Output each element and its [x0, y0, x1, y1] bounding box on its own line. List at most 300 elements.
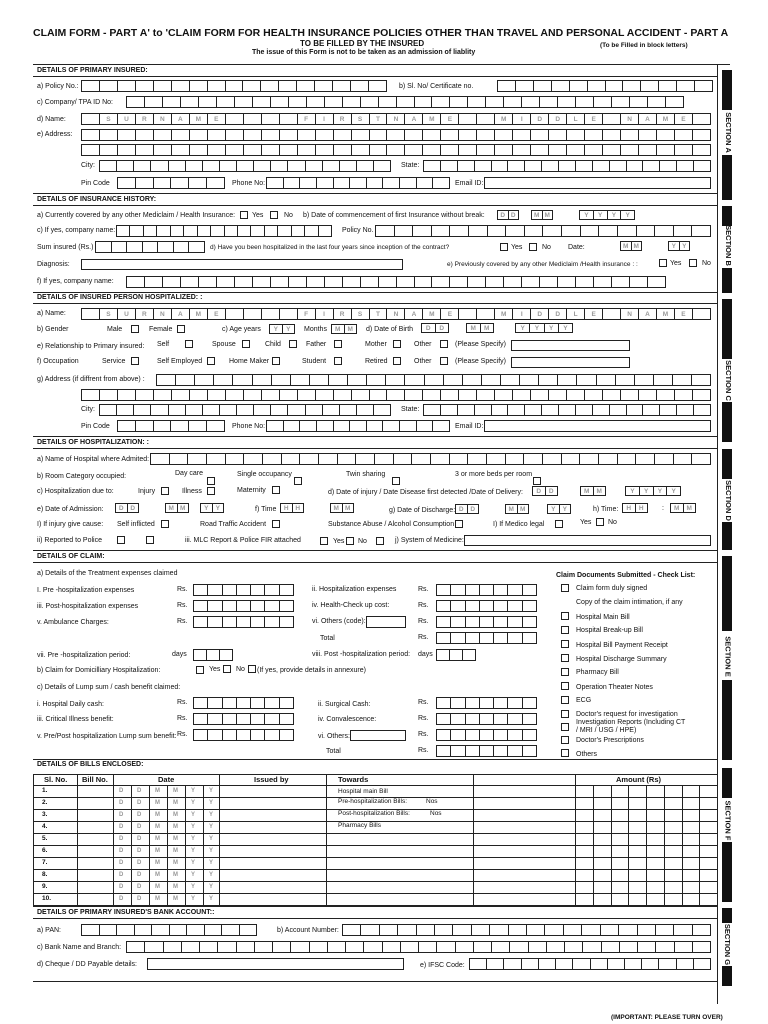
char-cell[interactable]: [549, 145, 567, 155]
maternity-box[interactable]: [272, 486, 280, 494]
char-cell[interactable]: [361, 97, 379, 107]
char-cell[interactable]: [580, 454, 599, 464]
char-cell[interactable]: [157, 375, 176, 385]
char-cell[interactable]: Y: [682, 242, 687, 250]
char-cell[interactable]: [280, 130, 298, 140]
char-cell[interactable]: [424, 161, 441, 171]
char-cell[interactable]: [280, 585, 293, 595]
char-cell[interactable]: [208, 714, 222, 724]
char-cell[interactable]: [223, 698, 237, 708]
char-cell[interactable]: H: [295, 504, 301, 512]
char-cell[interactable]: [508, 585, 522, 595]
char-cell[interactable]: [100, 161, 117, 171]
char-cell[interactable]: [693, 942, 710, 952]
date-placeholder[interactable]: M: [155, 788, 160, 794]
date-placeholder[interactable]: Y: [191, 848, 196, 854]
char-cell[interactable]: A: [172, 114, 190, 124]
char-cell[interactable]: [334, 130, 352, 140]
char-cell[interactable]: [582, 925, 600, 935]
char-cell[interactable]: [459, 145, 477, 155]
char-cell[interactable]: [226, 309, 244, 319]
char-cell[interactable]: [370, 130, 388, 140]
char-cell[interactable]: [171, 226, 184, 236]
char-cell[interactable]: [118, 130, 136, 140]
char-cell[interactable]: [251, 585, 265, 595]
char-cell[interactable]: R: [334, 114, 352, 124]
char-cell[interactable]: [437, 585, 451, 595]
char-cell[interactable]: [306, 161, 323, 171]
char-cell[interactable]: [187, 925, 205, 935]
char-cell[interactable]: [451, 714, 465, 724]
char-cell[interactable]: [608, 959, 625, 969]
char-cell[interactable]: [400, 421, 417, 431]
date-placeholder[interactable]: D: [119, 788, 124, 794]
char-cell[interactable]: [271, 97, 289, 107]
checklist-box[interactable]: [561, 723, 569, 731]
char-cell[interactable]: [333, 81, 351, 91]
diagnosis-input[interactable]: [81, 259, 403, 270]
char-cell[interactable]: [127, 942, 145, 952]
char-cell[interactable]: [334, 390, 352, 400]
char-cell[interactable]: [182, 942, 200, 952]
char-cell[interactable]: [280, 730, 293, 740]
char-cell[interactable]: [466, 585, 480, 595]
char-cell[interactable]: [154, 421, 172, 431]
char-cell[interactable]: [623, 81, 641, 91]
char-cell[interactable]: [673, 375, 692, 385]
bank-input[interactable]: [126, 941, 711, 953]
rel-child-box[interactable]: [289, 340, 297, 348]
char-cell[interactable]: [154, 178, 172, 188]
char-cell[interactable]: [271, 277, 289, 287]
char-cell[interactable]: [480, 730, 494, 740]
char-cell[interactable]: [369, 81, 386, 91]
char-cell[interactable]: [323, 161, 340, 171]
total-amount-1[interactable]: [436, 632, 537, 644]
date-placeholder[interactable]: D: [119, 848, 124, 854]
char-cell[interactable]: [265, 226, 278, 236]
char-cell[interactable]: [305, 226, 318, 236]
char-cell[interactable]: [184, 226, 197, 236]
char-cell[interactable]: [627, 405, 644, 415]
char-cell[interactable]: [593, 405, 610, 415]
char-cell[interactable]: [480, 698, 494, 708]
age-years[interactable]: [269, 324, 295, 334]
char-cell[interactable]: [423, 145, 441, 155]
char-cell[interactable]: [251, 226, 264, 236]
char-cell[interactable]: [237, 730, 251, 740]
char-cell[interactable]: [220, 161, 237, 171]
char-cell[interactable]: [509, 925, 527, 935]
others-amount[interactable]: [436, 616, 537, 628]
char-cell[interactable]: [513, 145, 531, 155]
char-cell[interactable]: [352, 145, 370, 155]
char-cell[interactable]: [151, 405, 168, 415]
char-cell[interactable]: [463, 375, 482, 385]
char-cell[interactable]: T: [370, 114, 388, 124]
char-cell[interactable]: [262, 309, 280, 319]
char-cell[interactable]: [364, 942, 382, 952]
char-cell[interactable]: [508, 633, 522, 643]
date-placeholder[interactable]: D: [137, 836, 142, 842]
char-cell[interactable]: Y: [640, 487, 654, 495]
phone-input[interactable]: [266, 177, 450, 189]
char-cell[interactable]: [451, 746, 465, 756]
char-cell[interactable]: [271, 405, 288, 415]
char-cell[interactable]: [298, 390, 316, 400]
char-cell[interactable]: [603, 309, 621, 319]
char-cell[interactable]: D: [549, 114, 567, 124]
char-cell[interactable]: [466, 698, 480, 708]
char-cell[interactable]: [694, 405, 710, 415]
char-cell[interactable]: [693, 390, 710, 400]
char-cell[interactable]: E: [585, 114, 603, 124]
char-cell[interactable]: [606, 81, 624, 91]
char-cell[interactable]: [300, 178, 317, 188]
date-placeholder[interactable]: M: [173, 872, 178, 878]
char-cell[interactable]: [463, 650, 475, 660]
char-cell[interactable]: R: [136, 114, 154, 124]
char-cell[interactable]: N: [387, 309, 405, 319]
b-company-input[interactable]: [116, 225, 332, 237]
char-cell[interactable]: [435, 925, 453, 935]
char-cell[interactable]: [692, 226, 710, 236]
char-cell[interactable]: [542, 161, 559, 171]
char-cell[interactable]: [504, 277, 522, 287]
char-cell[interactable]: [432, 226, 451, 236]
char-cell[interactable]: M: [166, 504, 178, 512]
char-cell[interactable]: M: [423, 309, 441, 319]
date-placeholder[interactable]: Y: [209, 800, 214, 806]
char-cell[interactable]: [618, 454, 637, 464]
char-cell[interactable]: M: [621, 242, 632, 250]
char-cell[interactable]: [282, 454, 301, 464]
char-cell[interactable]: [492, 161, 509, 171]
date-placeholder[interactable]: Y: [191, 884, 196, 890]
char-cell[interactable]: [117, 405, 134, 415]
char-cell[interactable]: [334, 421, 351, 431]
char-cell[interactable]: [194, 698, 208, 708]
char-cell[interactable]: [504, 959, 521, 969]
char-cell[interactable]: [82, 130, 100, 140]
char-cell[interactable]: [621, 390, 639, 400]
char-cell[interactable]: M: [686, 504, 692, 512]
discharge-min[interactable]: [670, 503, 696, 513]
char-cell[interactable]: [576, 161, 593, 171]
discharge-mm[interactable]: [505, 504, 529, 514]
char-cell[interactable]: [610, 405, 627, 415]
char-cell[interactable]: [498, 81, 516, 91]
rel-self-box[interactable]: [185, 340, 193, 348]
char-cell[interactable]: [319, 454, 338, 464]
char-cell[interactable]: [523, 585, 536, 595]
char-cell[interactable]: R: [136, 309, 154, 319]
char-cell[interactable]: [297, 81, 315, 91]
char-cell[interactable]: [194, 714, 208, 724]
char-cell[interactable]: [340, 161, 357, 171]
char-cell[interactable]: [487, 959, 504, 969]
char-cell[interactable]: [657, 145, 675, 155]
char-cell[interactable]: [267, 421, 284, 431]
char-cell[interactable]: D: [130, 504, 136, 512]
convalescence-amount[interactable]: [436, 713, 537, 725]
char-cell[interactable]: E: [675, 309, 693, 319]
char-cell[interactable]: [482, 375, 501, 385]
char-cell[interactable]: [475, 161, 492, 171]
char-cell[interactable]: [100, 925, 118, 935]
char-cell[interactable]: [397, 97, 415, 107]
checklist-box[interactable]: [561, 749, 569, 757]
pre-hosp-amount[interactable]: [193, 584, 294, 596]
char-cell[interactable]: [370, 390, 388, 400]
char-cell[interactable]: [208, 585, 222, 595]
company-tpa-input[interactable]: [126, 96, 684, 108]
char-cell[interactable]: [244, 145, 262, 155]
char-cell[interactable]: [492, 405, 509, 415]
char-cell[interactable]: [576, 277, 594, 287]
char-cell[interactable]: [291, 375, 310, 385]
char-cell[interactable]: [307, 277, 325, 287]
char-cell[interactable]: Y: [270, 325, 283, 333]
char-cell[interactable]: [329, 375, 348, 385]
char-cell[interactable]: [164, 942, 182, 952]
char-cell[interactable]: [675, 145, 693, 155]
char-cell[interactable]: [675, 390, 693, 400]
hosp-mm[interactable]: [620, 241, 642, 251]
char-cell[interactable]: [265, 585, 279, 595]
char-cell[interactable]: [261, 81, 279, 91]
char-cell[interactable]: [594, 277, 612, 287]
char-cell[interactable]: [262, 130, 280, 140]
char-cell[interactable]: [351, 81, 369, 91]
char-cell[interactable]: [437, 730, 451, 740]
char-cell[interactable]: [693, 114, 710, 124]
char-cell[interactable]: [466, 746, 480, 756]
room-three-box[interactable]: [533, 477, 541, 485]
char-cell[interactable]: [630, 277, 648, 287]
char-cell[interactable]: [547, 942, 565, 952]
char-cell[interactable]: [450, 226, 469, 236]
char-cell[interactable]: [253, 97, 271, 107]
char-cell[interactable]: [625, 959, 642, 969]
occ-student-box[interactable]: [334, 357, 342, 365]
char-cell[interactable]: E: [441, 114, 459, 124]
char-cell[interactable]: [154, 81, 172, 91]
char-cell[interactable]: [278, 226, 291, 236]
char-cell[interactable]: [127, 242, 143, 252]
char-cell[interactable]: [237, 942, 255, 952]
occ-specify-input[interactable]: [511, 357, 630, 368]
char-cell[interactable]: [357, 405, 374, 415]
char-cell[interactable]: [456, 942, 474, 952]
char-cell[interactable]: [433, 178, 449, 188]
hosp-yy[interactable]: [668, 241, 690, 251]
char-cell[interactable]: [450, 454, 469, 464]
hosp-no-box[interactable]: [529, 243, 537, 251]
char-cell[interactable]: [441, 161, 458, 171]
prev-no-box[interactable]: [689, 259, 697, 267]
daily-cash-amount[interactable]: [193, 697, 294, 709]
char-cell[interactable]: [190, 130, 208, 140]
char-cell[interactable]: [441, 405, 458, 415]
room-twin-box[interactable]: [392, 477, 400, 485]
char-cell[interactable]: [361, 925, 379, 935]
char-cell[interactable]: [522, 959, 539, 969]
mlc-yes-box[interactable]: [346, 537, 354, 545]
char-cell[interactable]: [437, 650, 450, 660]
date-placeholder[interactable]: Y: [209, 848, 214, 854]
char-cell[interactable]: [144, 226, 157, 236]
char-cell[interactable]: M: [467, 324, 481, 332]
char-cell[interactable]: [432, 277, 450, 287]
char-cell[interactable]: M: [657, 114, 675, 124]
date-placeholder[interactable]: M: [173, 848, 178, 854]
char-cell[interactable]: D: [531, 309, 549, 319]
char-cell[interactable]: [591, 959, 608, 969]
ambulance-amount[interactable]: [193, 616, 294, 628]
char-cell[interactable]: [545, 925, 563, 935]
char-cell[interactable]: [158, 242, 174, 252]
prev-yes-box[interactable]: [659, 259, 667, 267]
char-cell[interactable]: A: [405, 114, 423, 124]
char-cell[interactable]: [397, 277, 415, 287]
char-cell[interactable]: [154, 390, 172, 400]
checklist-box[interactable]: [561, 710, 569, 718]
date-placeholder[interactable]: D: [137, 872, 142, 878]
char-cell[interactable]: [525, 161, 542, 171]
mlc-no-box[interactable]: [376, 537, 384, 545]
char-cell[interactable]: [475, 405, 492, 415]
char-cell[interactable]: [394, 454, 413, 464]
total-amount-2[interactable]: [436, 745, 537, 757]
char-cell[interactable]: [599, 454, 618, 464]
char-cell[interactable]: [543, 226, 562, 236]
health-check-amount[interactable]: [436, 600, 537, 612]
char-cell[interactable]: [284, 178, 301, 188]
char-cell[interactable]: [525, 405, 542, 415]
char-cell[interactable]: [189, 242, 204, 252]
char-cell[interactable]: M: [331, 504, 343, 512]
char-cell[interactable]: [437, 746, 451, 756]
date-placeholder[interactable]: M: [173, 836, 178, 842]
char-cell[interactable]: [280, 390, 298, 400]
char-cell[interactable]: [237, 698, 251, 708]
hosp-exp-amount[interactable]: [436, 584, 537, 596]
char-cell[interactable]: Y: [626, 487, 640, 495]
char-cell[interactable]: [585, 390, 603, 400]
char-cell[interactable]: [508, 617, 522, 627]
char-cell[interactable]: [601, 925, 619, 935]
char-cell[interactable]: [267, 178, 284, 188]
char-cell[interactable]: [480, 746, 494, 756]
char-cell[interactable]: [450, 277, 468, 287]
char-cell[interactable]: [549, 130, 567, 140]
char-cell[interactable]: [253, 277, 271, 287]
char-cell[interactable]: [367, 421, 384, 431]
injury-box[interactable]: [161, 487, 169, 495]
char-cell[interactable]: [466, 617, 480, 627]
char-cell[interactable]: [325, 277, 343, 287]
date-placeholder[interactable]: Y: [209, 896, 214, 902]
char-cell[interactable]: [307, 97, 325, 107]
c-city-input[interactable]: [99, 404, 391, 416]
char-cell[interactable]: [189, 421, 207, 431]
domic-yes-box[interactable]: [223, 665, 231, 673]
char-cell[interactable]: [474, 942, 492, 952]
char-cell[interactable]: Y: [545, 324, 559, 332]
medico-yes-box[interactable]: [596, 518, 604, 526]
char-cell[interactable]: [415, 277, 433, 287]
email-input[interactable]: [484, 177, 711, 189]
char-cell[interactable]: [657, 390, 675, 400]
char-cell[interactable]: [350, 178, 367, 188]
char-cell[interactable]: [573, 959, 590, 969]
checklist-box[interactable]: [561, 682, 569, 690]
male-box[interactable]: [131, 325, 139, 333]
char-cell[interactable]: [383, 178, 400, 188]
char-cell[interactable]: [288, 405, 305, 415]
checklist-box[interactable]: [561, 668, 569, 676]
date-placeholder[interactable]: D: [137, 824, 142, 830]
char-cell[interactable]: [222, 925, 240, 935]
char-cell[interactable]: [169, 161, 186, 171]
char-cell[interactable]: [151, 454, 170, 464]
admit-mm[interactable]: [165, 503, 189, 513]
char-cell[interactable]: [480, 601, 494, 611]
date-placeholder[interactable]: Y: [209, 836, 214, 842]
char-cell[interactable]: [524, 454, 543, 464]
char-cell[interactable]: [211, 226, 224, 236]
char-cell[interactable]: [458, 405, 475, 415]
char-cell[interactable]: [208, 130, 226, 140]
char-cell[interactable]: [263, 454, 282, 464]
char-cell[interactable]: I: [316, 309, 334, 319]
char-cell[interactable]: [522, 97, 540, 107]
char-cell[interactable]: Y: [669, 242, 680, 250]
char-cell[interactable]: [558, 97, 576, 107]
date-placeholder[interactable]: M: [173, 824, 178, 830]
char-cell[interactable]: [627, 161, 644, 171]
char-cell[interactable]: [694, 959, 710, 969]
char-cell[interactable]: [674, 925, 692, 935]
char-cell[interactable]: [468, 277, 486, 287]
char-cell[interactable]: [437, 617, 451, 627]
char-cell[interactable]: [127, 277, 145, 287]
char-cell[interactable]: [151, 161, 168, 171]
char-cell[interactable]: [279, 81, 297, 91]
char-cell[interactable]: [134, 405, 151, 415]
dob-yyyy[interactable]: [515, 323, 573, 333]
char-cell[interactable]: E: [208, 114, 226, 124]
char-cell[interactable]: [648, 97, 666, 107]
self-inflicted-box[interactable]: [161, 520, 169, 528]
char-cell[interactable]: [370, 145, 388, 155]
char-cell[interactable]: [570, 81, 588, 91]
char-cell[interactable]: A: [172, 309, 190, 319]
admit-yy[interactable]: [200, 503, 224, 513]
char-cell[interactable]: [431, 454, 450, 464]
char-cell[interactable]: [692, 375, 710, 385]
char-cell[interactable]: [251, 698, 265, 708]
char-cell[interactable]: [143, 242, 159, 252]
char-cell[interactable]: [253, 375, 272, 385]
char-cell[interactable]: [492, 942, 510, 952]
char-cell[interactable]: [531, 390, 549, 400]
date-placeholder[interactable]: Y: [191, 860, 196, 866]
hosp-yes-box[interactable]: [500, 243, 508, 251]
char-cell[interactable]: [585, 130, 603, 140]
char-cell[interactable]: [220, 405, 237, 415]
